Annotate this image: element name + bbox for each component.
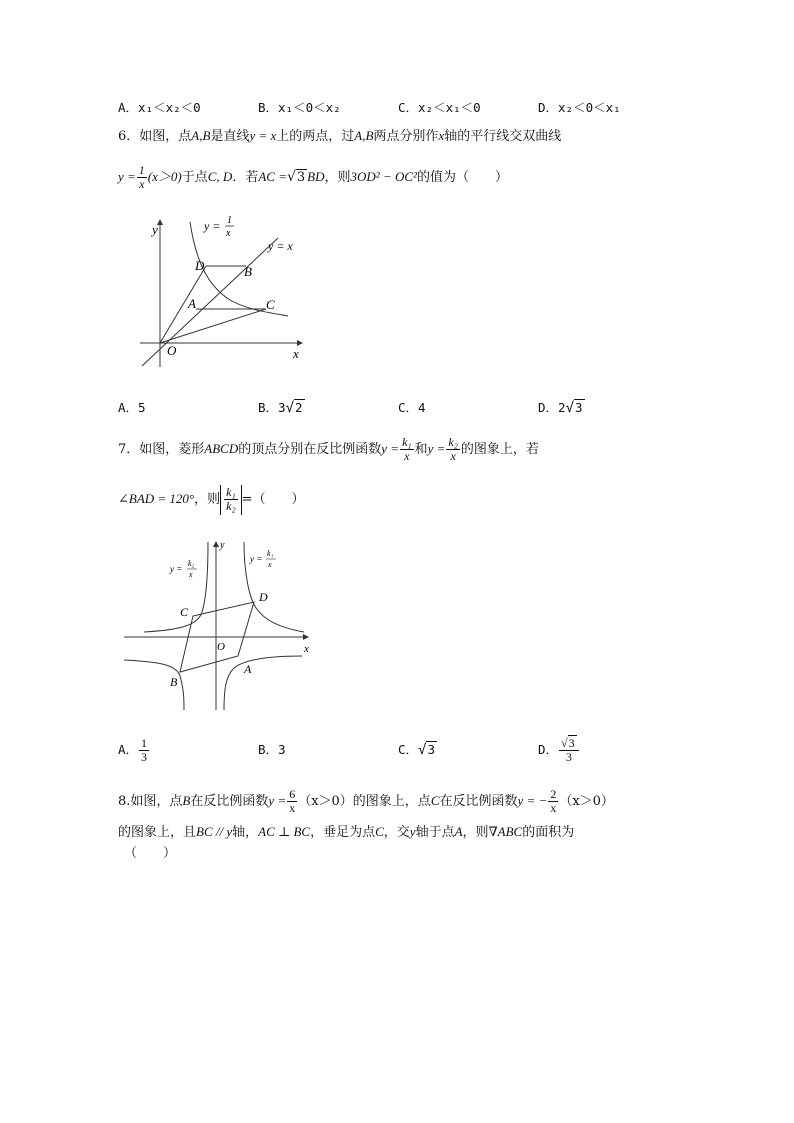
label-left-num: k₂ [188, 559, 195, 568]
label-right-lhs: y = [250, 554, 263, 564]
axis-y-label: y [152, 222, 158, 237]
point-a-label: A [244, 662, 252, 676]
q5-option-d[interactable]: D．x₂＜0＜x₁ [538, 100, 621, 115]
q7-stem-line1: 7．如图，菱形ABCD的顶点分别在反比例函数y = $\frac{\text{k₁}}{x}$ 和y = $\frac{\text{k₂}}{x}$ 的图象上，若 [118, 435, 539, 463]
line-label: y = x [268, 239, 293, 253]
origin-label: O [167, 343, 177, 358]
segment-oc [160, 309, 266, 343]
axis-y-label: y [220, 540, 225, 551]
q7-figure [118, 538, 318, 712]
curve-label-num: 1 [227, 215, 232, 226]
line-y-eq-x [142, 238, 278, 366]
q8-stem-line2: 的图象上，且BC // y轴，AC ⊥ BC，垂足为点C，交y轴于点A，则∇ABC的面积为 [118, 824, 575, 840]
label-left-lhs: y = [170, 564, 183, 574]
hyperbola-k2-upper [144, 542, 208, 632]
q7-stem-line2: ∠BAD = 120°，则 $\frac{\text{k₁}}{\text{k₂}}$ =（ ） [118, 484, 305, 513]
q7-option-a[interactable]: A． $\frac{1}{3}$ [118, 736, 148, 764]
q6-option-d[interactable]: D．2√3 [538, 400, 583, 416]
point-d-label: D [259, 590, 268, 604]
label-right-den: x [268, 560, 272, 569]
hyperbola-k2-lower [224, 656, 302, 710]
q5-option-a[interactable]: A．x₁＜x₂＜0 [118, 100, 201, 115]
point-a-label: A [188, 296, 196, 311]
q6-figure [130, 212, 310, 372]
curve-label-den: x [226, 228, 231, 239]
label-left-den: x [189, 570, 193, 579]
curve-label-lhs: y = [204, 219, 221, 233]
q6-stem-line1: 6．如图，点A,B是直线y = x上的两点，过A,B两点分别作x轴的平行线交双曲线 [118, 128, 562, 144]
q5-option-c[interactable]: C．x₂＜x₁＜0 [398, 100, 481, 115]
q5-option-b[interactable]: B．x₁＜0＜x₂ [258, 100, 341, 115]
q8-answer-blank: （ ） [124, 846, 177, 861]
point-d-label: D [195, 258, 205, 273]
point-c-label: C [266, 297, 275, 312]
q7-option-d[interactable]: D． $\frac{√3}{3}$ [538, 733, 580, 767]
label-right-num: k₁ [267, 549, 274, 558]
q7-option-c[interactable]: C．√3 [398, 742, 435, 758]
point-c-label: C [180, 605, 189, 619]
axis-x-label: x [293, 346, 299, 361]
point-b-label: B [170, 675, 178, 689]
q6-option-c[interactable]: C．4 [398, 400, 426, 415]
q7-option-b[interactable]: B．3 [258, 742, 286, 757]
origin-label: O [217, 641, 225, 653]
axis-x-label: x [304, 643, 309, 655]
point-b-label: B [244, 264, 252, 279]
q6-option-a[interactable]: A．5 [118, 400, 146, 415]
q6-stem-line2: y = $\frac{1}{x}$ (x＞0)于点C, D．若AC =√3 BD，则3OD² − OC²的值为（ ） [118, 163, 508, 191]
segment-od [160, 266, 206, 343]
q8-stem-line1: 8.如图，点B在反比例函数y = $\frac{6}{x}$ （x＞0）的图象上，点C在反比例函数y = − $\frac{2}{x}$ （x＞0） [118, 787, 614, 815]
q6-option-b[interactable]: B．3√2 [258, 400, 303, 416]
